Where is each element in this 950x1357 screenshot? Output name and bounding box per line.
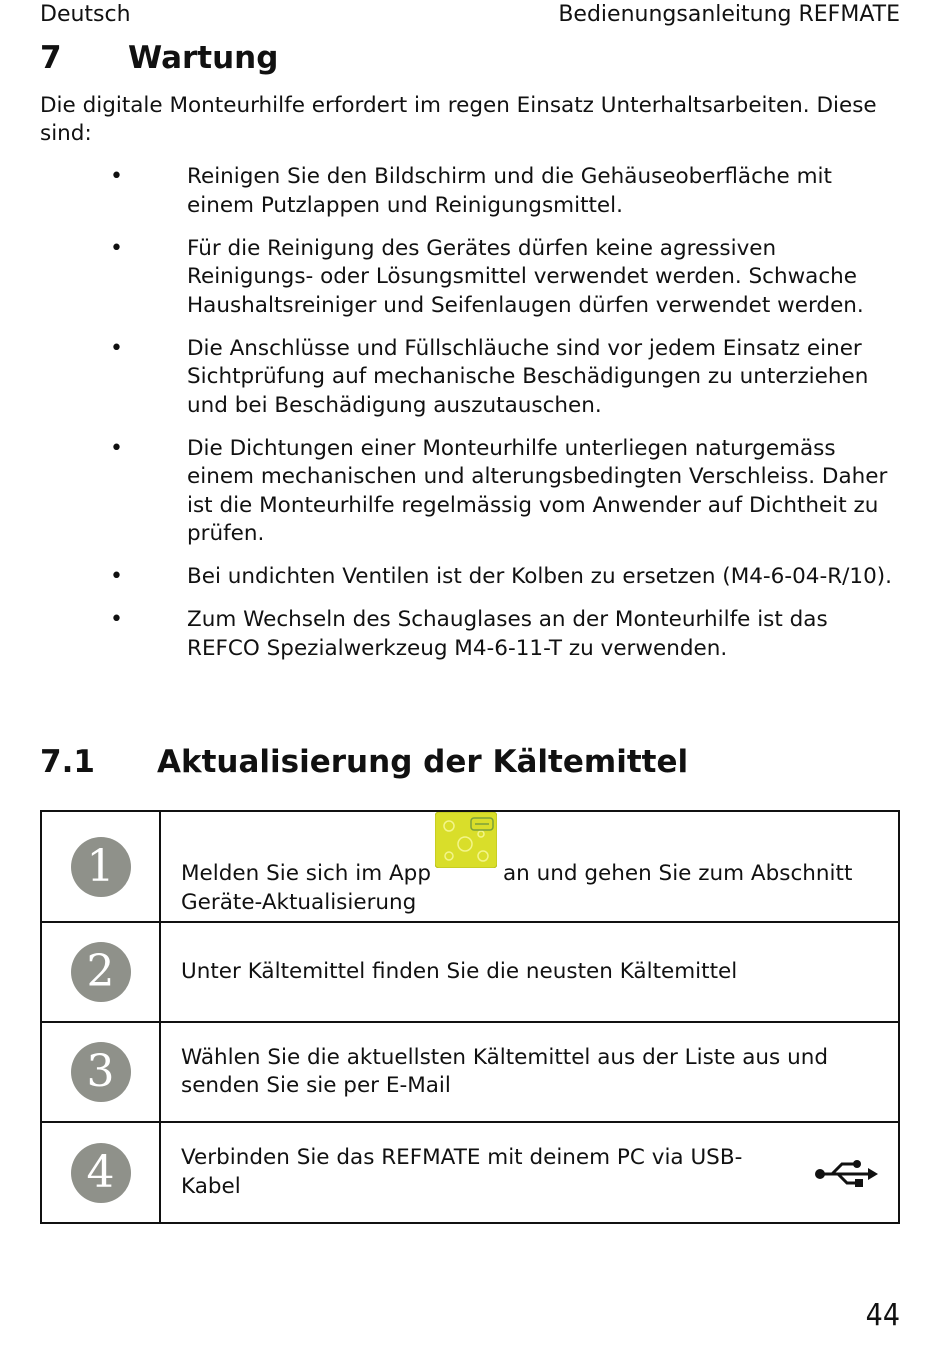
section-number: 7 bbox=[40, 40, 62, 76]
step-text: Verbinden Sie das REFMATE mit deinem PC via USB-Kabel bbox=[181, 1145, 743, 1199]
intro-paragraph: Die digitale Monteurhilfe erfordert im regen Einsatz Unterhaltsarbeiten. Diese sind: bbox=[40, 93, 877, 146]
step-number-badge: 2 bbox=[71, 942, 131, 1002]
maintenance-list bbox=[110, 163, 900, 678]
step-number-badge: 4 bbox=[71, 1143, 131, 1203]
table-row bbox=[41, 1022, 899, 1122]
table-row bbox=[41, 811, 899, 922]
table-row bbox=[41, 1122, 899, 1223]
subsection-heading bbox=[40, 744, 688, 780]
bullet-icon: • bbox=[110, 335, 123, 361]
steps-table bbox=[40, 810, 900, 1224]
usb-icon bbox=[814, 1158, 878, 1188]
subsection-number: 7.1 bbox=[40, 744, 95, 780]
list-item: • Zum Wechseln des Schauglases an der Monteurhilfe ist das REFCO Spezialwerkzeug M4-6-11-T zu verwenden. bbox=[110, 607, 828, 661]
list-item: • Die Dichtungen einer Monteurhilfe unterliegen naturgemäss einem mechanischen und alterungsbedingten Verschleiss. Daher ist die Monteurhilfe regelmässig vom Anwender auf Dichtheit zu prüfen. bbox=[110, 435, 888, 546]
step-text: Wählen Sie die aktuellsten Kältemittel aus der Liste aus und senden Sie sie per E-Mail bbox=[160, 1022, 899, 1122]
header-language: Deutsch bbox=[40, 2, 131, 27]
step-text: Unter Kältemittel finden Sie die neusten Kältemittel bbox=[160, 922, 899, 1022]
step-number-badge: 3 bbox=[71, 1042, 131, 1102]
section-heading bbox=[40, 40, 278, 76]
list-item: • Bei undichten Ventilen ist der Kolben zu ersetzen (M4-6-04-R/10). bbox=[110, 563, 900, 592]
list-item: • Für die Reinigung des Gerätes dürfen keine agressiven Reinigungs- oder Lösungsmittel verwendet werden. Schwache Haushaltsreiniger und Seifenlaugen dürfen verwendet werden. bbox=[110, 235, 864, 318]
step-number-badge: 1 bbox=[71, 837, 131, 897]
bullet-icon: • bbox=[110, 607, 123, 632]
header-manual-title: Bedienungsanleitung REFMATE bbox=[558, 2, 900, 27]
bullet-icon: • bbox=[110, 435, 123, 461]
bullet-icon: • bbox=[110, 235, 123, 261]
refmate-app-icon bbox=[435, 812, 497, 868]
step-text: an und gehen Sie zum Abschnitt Geräte-Aktualisierung bbox=[181, 861, 853, 915]
list-item: • Reinigen Sie den Bildschirm und die Gehäuseoberfläche mit einem Putzlappen und Reinigungsmittel. bbox=[110, 164, 832, 218]
subsection-title: Aktualisierung der Kältemittel bbox=[157, 744, 689, 780]
list-item: • Die Anschlüsse und Füllschläuche sind vor jedem Einsatz einer Sichtprüfung auf mechanische Beschädigungen zu unterziehen und bei Beschädigung auszutauschen. bbox=[110, 335, 869, 418]
table-row bbox=[41, 922, 899, 1022]
section-title: Wartung bbox=[128, 40, 279, 76]
bullet-icon: • bbox=[110, 164, 123, 189]
step-text: Melden Sie sich im App bbox=[181, 861, 431, 886]
page-number: 44 bbox=[865, 1298, 900, 1333]
bullet-icon: • bbox=[110, 564, 123, 589]
